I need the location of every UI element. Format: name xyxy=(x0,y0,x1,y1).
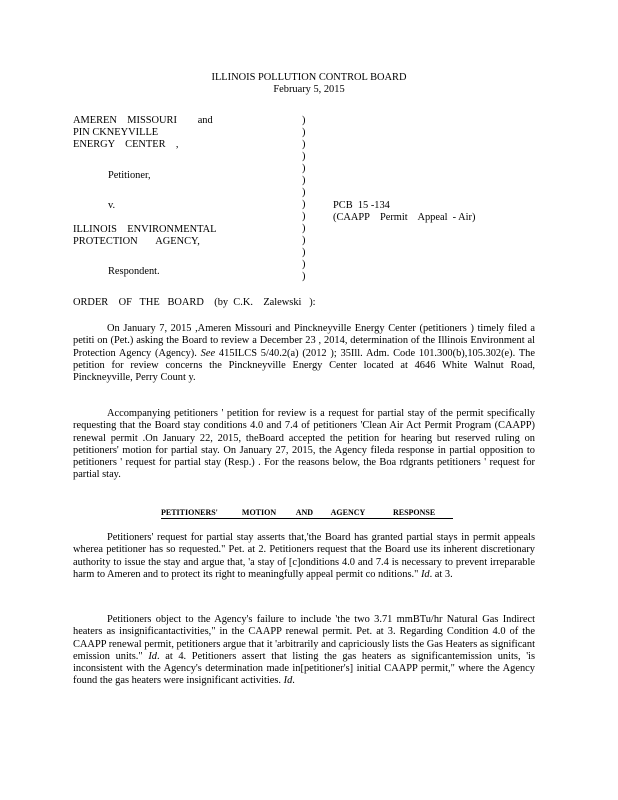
order-date: February 5, 2015 xyxy=(273,84,345,95)
paragraph-1 xyxy=(73,323,535,384)
case-type: (CAAPP Permit Appeal - Air) xyxy=(333,212,476,223)
paragraph-4-text: Petitioners object to the Agency's failure to include 'the two 3.71 mmBTu/hr Natural Gas Indirect heaters as insignificantactivities," in the CAAPP renewal permit. Pet. at 3. Regarding Condition 4.0 of the CAAPP renewal permit, petitioners argue that it 'arbitrarily and capriciously lists the Gas Heaters as significant emission units." xyxy=(73,614,535,662)
paragraph-2 xyxy=(73,408,535,482)
paragraph-1-text-rest: 415ILCS 5/40.2(a) (2012 ); 35Ill. Adm. Code 101.300(b),105.302(e). The petition for review concerns the Pinckneyville Energy Center located at 4646 White Walnut Road, Pinckneyville, Perry Count y. xyxy=(73,347,535,384)
petitioner-label: Petitioner, xyxy=(108,170,151,181)
id-citation: Id xyxy=(420,568,430,580)
id-citation: Id xyxy=(283,675,293,687)
paragraph-2-text: Accompanying petitioners ' petition for review is a request for partial stay of the permit specifically requesting that the Board stay conditions 4.0 and 7.4 of petitioners 'Clean Air Act Permit Program (CAAPP) renewal permit .On January 22, 2015, theBoard accepted the petition for hearing but reserved ruling on petitioners' motion for partial stay. On January 27, 2015, the Agency fileda response in partial opposition to petitioners ' request for partial stay (Resp.) . For the reasons below, the Boa rdgrants petitioners ' request for partial stay. xyxy=(73,408,535,481)
see-citation-signal: See xyxy=(200,347,216,359)
id-citation: Id xyxy=(148,650,157,662)
paragraph-1-text: On January 7, 2015 ,Ameren Missouri and Pinckneyville Energy Center (petitioners ) timely filed a petiti on (Pet.) asking the Board to review a December 23 , 2014, determination of the Illinois Environment al Protection Agency (Agency). xyxy=(73,323,535,359)
respondent-name-line-2: PROTECTION AGENCY, xyxy=(73,236,200,247)
paragraph-3-text: Petitioners' request for partial stay asserts that,'the Board has granted partial stays in permit appeals wherea petitioner has so requested." Pet. at 2. Petitioners request that the Board use its inherent discretionary authority to issue the stay and argue that, 'a stay of [c]onditions 4.0 and 7.4 is necessary to prevent irreparable harm to Ameren and to protect its right to meaningfully appeal permit co nditions." xyxy=(73,532,535,580)
paragraph-3: Petitioners' request for partial stay asserts that,'the Board has granted partial stays in permit appeals wherea petitioner has so requested." Pet. at 2. Petitioners request that the Board use its inherent discretionary authority to issue the stay and argue that, 'a stay of [c]onditions 4.0 and 7.4 is necessary to prevent irreparable harm to Ameren and to protect its right to meaningfully appeal permit co nditions." Id. at 3. xyxy=(73,532,535,580)
caption-parentheses: ) ) ) ) ) ) ) ) ) ) ) ) ) ) xyxy=(302,115,306,282)
petitioner-name-line-3: ENERGY CENTER , xyxy=(73,139,179,150)
versus-label: v. xyxy=(108,200,116,211)
petitioner-name-line-2: PIN CKNEYVILLE xyxy=(73,127,159,138)
respondent-label: Respondent. xyxy=(108,266,160,277)
section-heading: PETITIONERS' MOTION AND AGENCY RESPONSE xyxy=(161,508,453,519)
petitioner-name-line-1: AMEREN MISSOURI and xyxy=(73,115,213,126)
case-number: PCB 15 -134 xyxy=(333,200,390,211)
order-title: ORDER OF THE BOARD (by C.K. Zalewski ): xyxy=(73,297,316,308)
paragraph-4: Petitioners object to the Agency's failure to include 'the two 3.71 mmBTu/hr Natural Gas Indirect heaters as insignificantactivities," in the CAAPP renewal permit. Pet. at 3. Regarding Condition 4.0 of the CAAPP renewal permit, petitioners argue that it 'arbitrarily and capriciously lists the Gas Heaters as significant emission units." Id. at 4. Petitioners assert that listing the gas heaters as significantemission units, 'is inconsistent with the Agency's determination made in[petitioner's] initial CAAPP permit," where the Agency found the gas heaters were insignificant activities. Id. xyxy=(73,614,535,687)
respondent-name-line-1: ILLINOIS ENVIRONMENTAL xyxy=(73,224,217,235)
board-title: ILLINOIS POLLUTION CONTROL BOARD xyxy=(211,72,407,83)
